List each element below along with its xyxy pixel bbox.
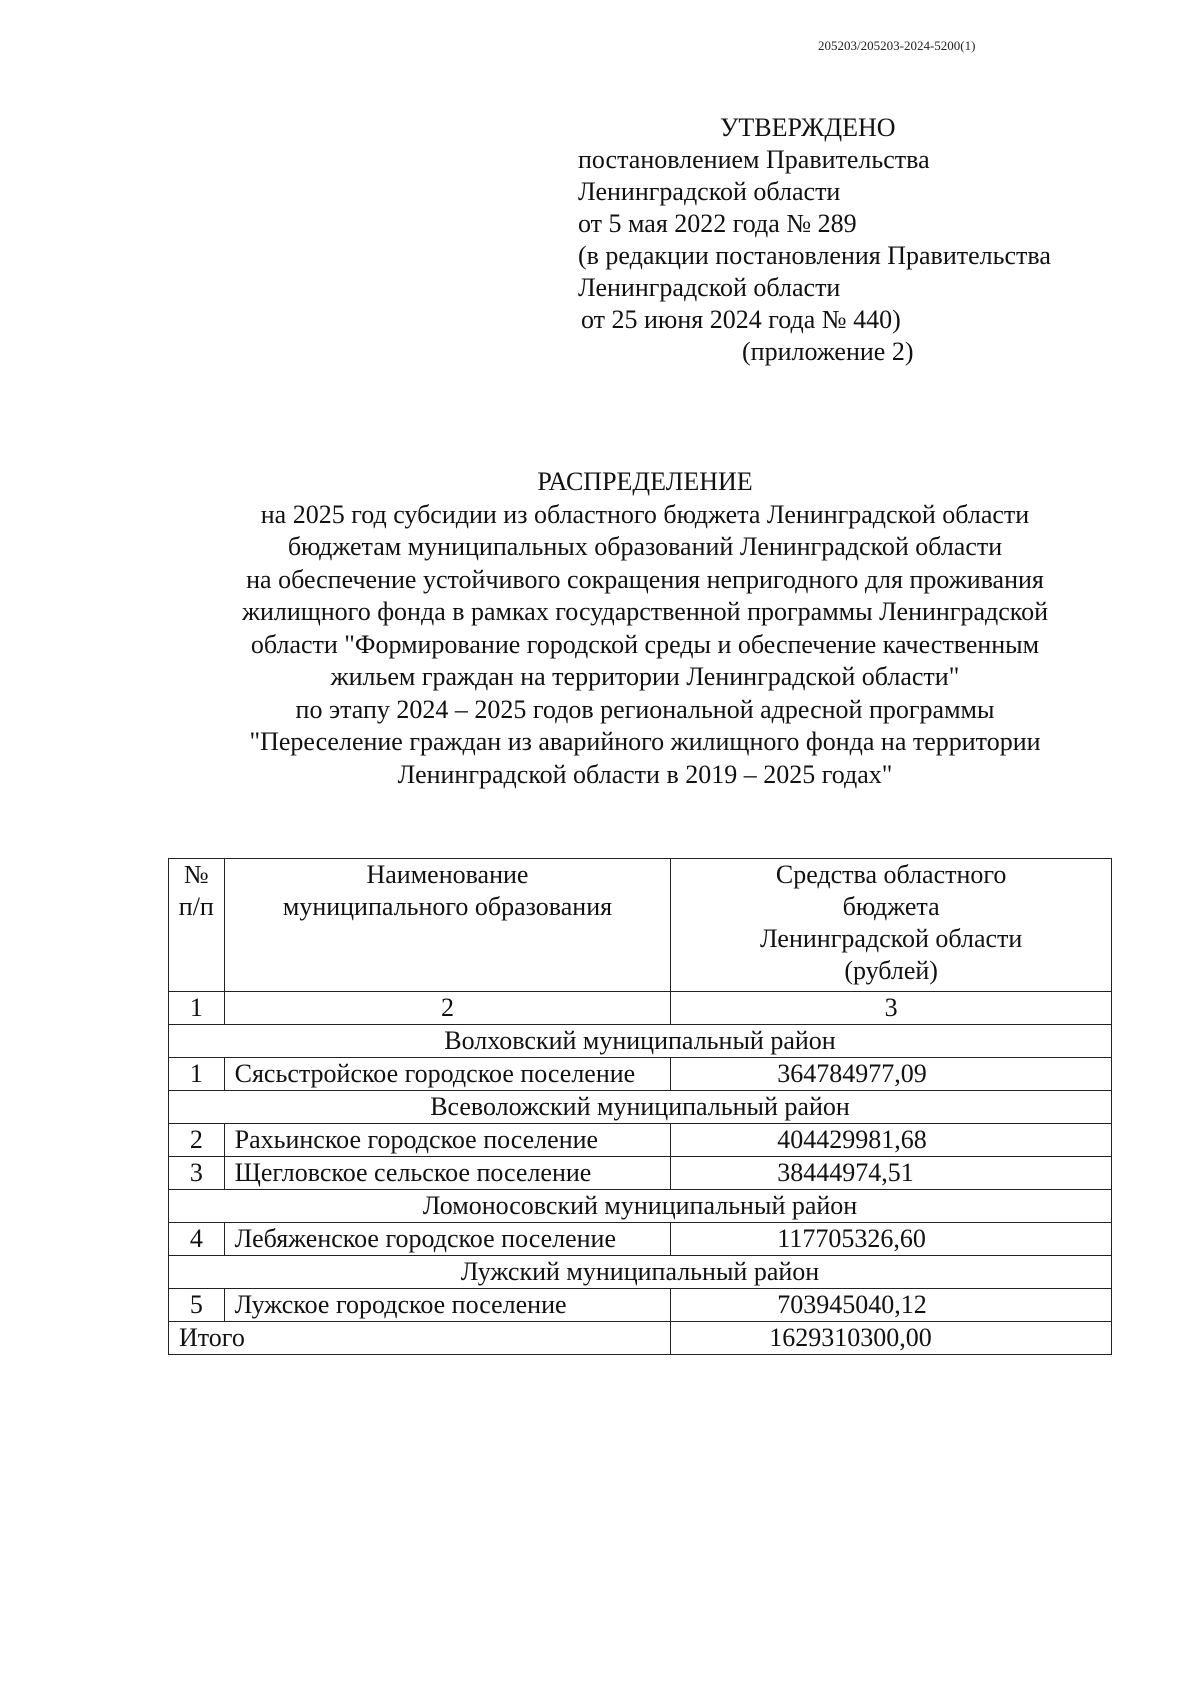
municipality-name: Лебяженское городское поселение [224,1223,671,1256]
approval-block [578,112,1051,368]
amount: 703945040,12 [671,1289,1112,1322]
row-number: 5 [169,1289,225,1322]
column-number: 3 [671,992,1112,1025]
table-row [169,1289,1112,1322]
district-name: Всеволожский муниципальный район [169,1091,1112,1124]
approval-line: постановлением Правительства [578,145,930,174]
row-number: 3 [169,1157,225,1190]
document-title [0,466,1200,791]
table-row [169,1223,1112,1256]
municipality-name: Сясьстройское городское поселение [224,1058,671,1091]
document-number: 205203/205203-2024-5200(1) [818,38,976,53]
column-number: 1 [169,992,225,1025]
title-line: на 2025 год субсидии из областного бюджета Ленинградской области [260,499,1030,529]
approval-line: Ленинградской области [578,273,841,302]
title-line: на обеспечение устойчивого сокращения непригодного для проживания [246,564,1044,594]
total-amount: 1629310300,00 [671,1322,1112,1355]
amount: 117705326,60 [671,1223,1112,1256]
total-label: Итого [169,1322,671,1355]
district-row [169,1256,1112,1289]
table-row [169,1058,1112,1091]
approval-line: от 5 мая 2022 года № 289 [578,209,857,238]
amount: 364784977,09 [671,1058,1112,1091]
district-name: Волховский муниципальный район [169,1025,1112,1058]
title-line: по этапу 2024 – 2025 годов региональной адресной программы [295,694,995,724]
approval-appendix: (приложение 2) [742,337,914,366]
distribution-table [168,858,1112,1355]
table-row [169,1124,1112,1157]
approval-line: (в редакции постановления Правительства [578,241,1051,270]
table-header-row [169,859,1112,992]
column-number-row [169,992,1112,1025]
amount: 404429981,68 [671,1124,1112,1157]
district-name: Лужский муниципальный район [169,1256,1112,1289]
row-number: 1 [169,1058,225,1091]
title-line: жильем граждан на территории Ленинградской области" [330,662,960,691]
row-number: 4 [169,1223,225,1256]
municipality-name: Лужское городское поселение [224,1289,671,1322]
header-municipality: Наименование муниципального образования [224,859,671,992]
title-heading: РАСПРЕДЕЛЕНИЕ [537,467,753,496]
header-number: № п/п [169,859,225,992]
district-row [169,1091,1112,1124]
title-line: области "Формирование городской среды и обеспечение качественным [250,629,1040,659]
column-number: 2 [224,992,671,1025]
municipality-name: Рахьинское городское поселение [224,1124,671,1157]
header-amount: Средства областного бюджета Ленинградской области (рублей) [671,859,1112,992]
approval-line: от 25 июня 2024 года № 440) [581,305,901,334]
approval-heading: УТВЕРЖДЕНО [720,113,896,142]
amount: 38444974,51 [671,1157,1112,1190]
title-line: бюджетам муниципальных образований Ленинградской области [287,532,1003,561]
title-line: жилищного фонда в рамках государственной программы Ленинградской [241,597,1049,626]
district-name: Ломоносовский муниципальный район [169,1190,1112,1223]
title-line: Ленинградской области в 2019 – 2025 годах" [397,759,893,789]
district-row [169,1190,1112,1223]
district-row [169,1025,1112,1058]
total-row [169,1322,1112,1355]
table-row [169,1157,1112,1190]
row-number: 2 [169,1124,225,1157]
municipality-name: Щегловское сельское поселение [224,1157,671,1190]
title-line: "Переселение граждан из аварийного жилищного фонда на территории [249,727,1041,756]
approval-line: Ленинградской области [578,177,841,206]
